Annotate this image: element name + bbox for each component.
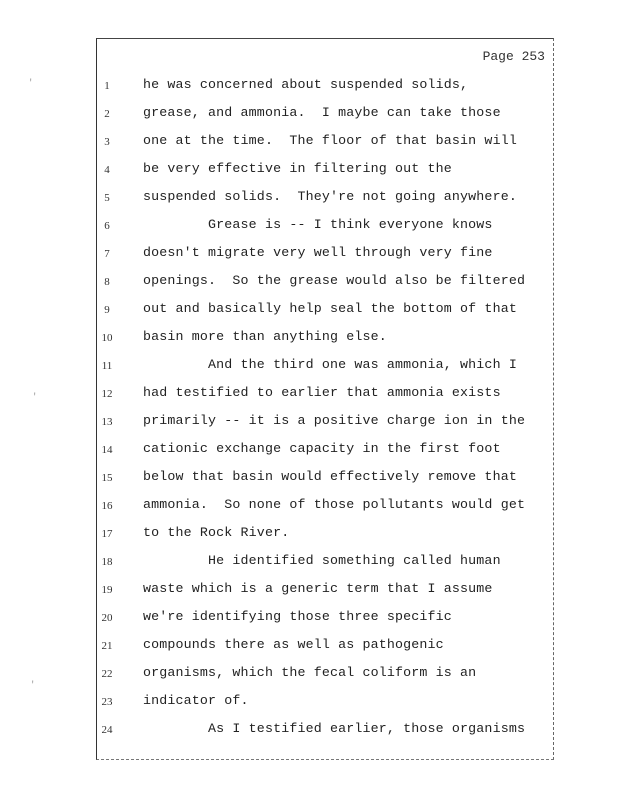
scan-mark: ': [28, 78, 34, 88]
transcript-line: cationic exchange capacity in the first foot: [143, 441, 501, 456]
transcript-line: ammonia. So none of those pollutants would get: [143, 497, 526, 512]
transcript-line: had testified to earlier that ammonia exists: [143, 385, 501, 400]
transcript-line: openings. So the grease would also be filtered: [143, 273, 526, 288]
line-number: 21: [101, 640, 113, 652]
line-number: 4: [104, 164, 110, 176]
scan-mark: ': [30, 680, 36, 690]
transcript-line: to the Rock River.: [143, 525, 290, 540]
line-number: 17: [101, 528, 113, 540]
transcript-line: Grease is -- I think everyone knows: [143, 217, 493, 232]
transcript-line: be very effective in filtering out the: [143, 161, 452, 176]
line-number: 11: [101, 360, 113, 372]
transcript-line: And the third one was ammonia, which I: [143, 357, 517, 372]
line-number: 24: [101, 724, 113, 736]
transcript-line: grease, and ammonia. I maybe can take those: [143, 105, 501, 120]
page-number: Page 253: [482, 49, 545, 64]
line-number: 14: [101, 444, 113, 456]
transcript-line: compounds there as well as pathogenic: [143, 637, 444, 652]
transcript-line: indicator of.: [143, 693, 249, 708]
line-number: 22: [101, 668, 113, 680]
line-number: 12: [101, 388, 113, 400]
line-number: 20: [101, 612, 113, 624]
line-number: 5: [104, 192, 110, 204]
transcript-line: below that basin would effectively remove that: [143, 469, 517, 484]
transcript-line: basin more than anything else.: [143, 329, 387, 344]
transcript-line: he was concerned about suspended solids,: [143, 77, 469, 92]
line-number: 10: [101, 332, 113, 344]
line-number: 19: [101, 584, 113, 596]
line-number: 1: [104, 80, 110, 92]
line-number: 16: [101, 500, 113, 512]
transcript-line: primarily -- it is a positive charge ion in the: [143, 413, 526, 428]
transcript-line: one at the time. The floor of that basin will: [143, 133, 517, 148]
line-number: 3: [104, 136, 110, 148]
line-number: 13: [101, 416, 113, 428]
transcript-line: waste which is a generic term that I assume: [143, 581, 493, 596]
line-number: 6: [104, 220, 110, 232]
scan-mark: ': [32, 392, 38, 402]
transcript-line: out and basically help seal the bottom of that: [143, 301, 517, 316]
line-number: 23: [101, 696, 113, 708]
line-number: 8: [104, 276, 110, 288]
line-number: 2: [104, 108, 110, 120]
transcript-line: He identified something called human: [143, 553, 501, 568]
line-number: 18: [101, 556, 113, 568]
line-number: 7: [104, 248, 110, 260]
line-number: 15: [101, 472, 113, 484]
transcript-line: As I testified earlier, those organisms: [143, 721, 526, 736]
transcript-line: we're identifying those three specific: [143, 609, 452, 624]
line-number: 9: [104, 304, 110, 316]
transcript-line: organisms, which the fecal coliform is an: [143, 665, 477, 680]
transcript-line: doesn't migrate very well through very fine: [143, 245, 493, 260]
transcript-line: suspended solids. They're not going anywhere.: [143, 189, 517, 204]
transcript-page: [96, 38, 554, 760]
